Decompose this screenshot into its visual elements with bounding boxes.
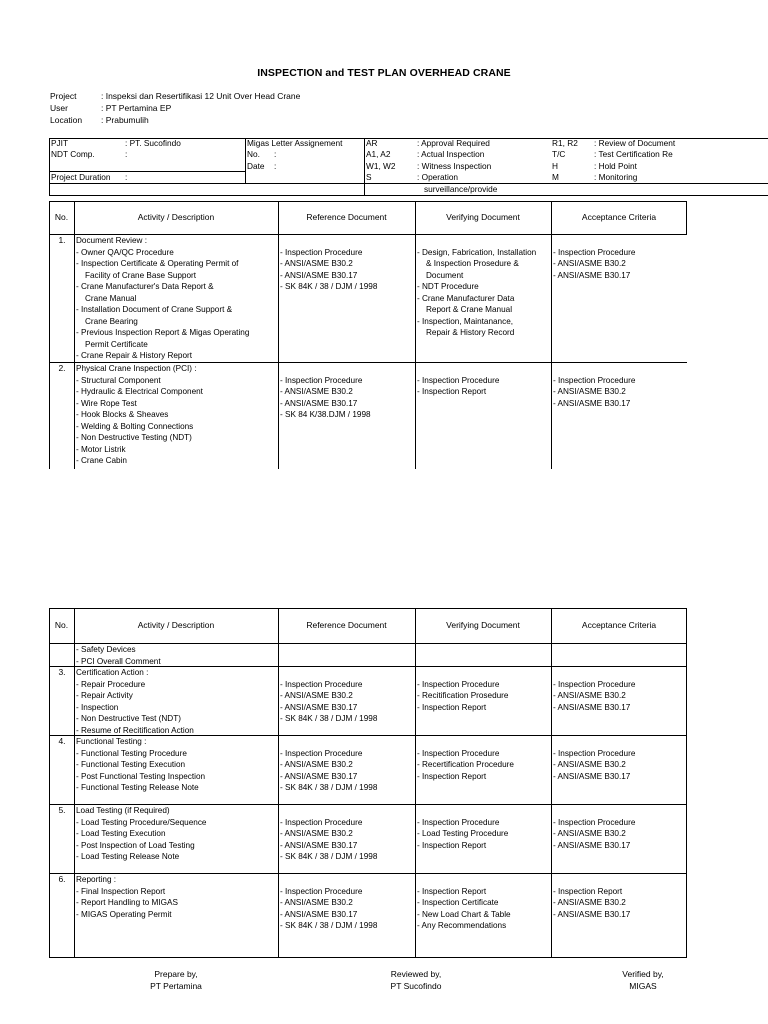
meta-value: : Prabumulih <box>101 115 149 125</box>
project-meta <box>50 91 450 127</box>
cell-line: - Crane Repair & History Report <box>76 351 193 360</box>
code-desc: : Actual Inspection <box>417 149 485 159</box>
cell-line: - ANSI/ASME B30.2 <box>280 829 353 838</box>
signature-org: PT Sucofindo <box>390 980 442 991</box>
no-value: : <box>274 149 277 159</box>
cell-line: - Load Testing Execution <box>76 829 166 838</box>
code-desc: : Operation <box>417 172 459 182</box>
header-acceptance: Acceptance Criteria <box>581 212 657 222</box>
meta-row-user <box>50 103 450 115</box>
header-verifying: Verifying Document <box>446 212 520 222</box>
meta-label: Location <box>50 115 83 125</box>
cell-line: - NDT Procedure <box>417 282 479 291</box>
cell-line: - Any Recommendations <box>417 921 507 930</box>
header-activity: Activity / Description <box>137 620 215 630</box>
cell-line: - Functional Testing Release Note <box>76 783 199 792</box>
signature-role: Prepare by, <box>154 969 198 979</box>
cell-line: Crane Manual <box>85 293 137 303</box>
no-label: No. <box>247 149 260 159</box>
code: R1, R2 <box>552 138 578 148</box>
cell-line: - ANSI/ASME B30.2 <box>280 691 353 700</box>
cell-line: - Functional Testing Procedure <box>76 748 187 758</box>
code: M <box>552 172 559 182</box>
cell-line: - Design, Fabrication, Installation <box>417 247 537 257</box>
cell-line: - SK 84K / 38 / DJM / 1998 <box>280 282 378 291</box>
cell-line: - Recertification Procedure <box>417 760 514 769</box>
meta-value: : Inspeksi dan Resertifikasi 12 Unit Over Head Crane <box>101 91 301 101</box>
cell-line: - Post Inspection of Load Testing <box>76 840 195 850</box>
cell-line: - ANSI/ASME B30.2 <box>280 760 353 769</box>
code: A1, A2 <box>366 149 391 159</box>
row-number: 1. <box>58 235 66 245</box>
cell-line: Crane Bearing <box>85 316 138 326</box>
cell-line: - ANSI/ASME B30.2 <box>553 259 626 268</box>
duration-label: Project Duration <box>51 172 111 182</box>
cell-line: - Inspection, Maintanance, <box>417 316 514 326</box>
cell-line: & Inspection Prosedure & <box>426 259 519 268</box>
cell-line: Report & Crane Manual <box>426 305 513 314</box>
cell-line: - Inspection Report <box>553 886 623 896</box>
cell-line: - ANSI/ASME B30.17 <box>280 771 358 781</box>
activity-title: Certification Action : <box>76 668 149 677</box>
cell-line: - SK 84K / 38 / DJM / 1998 <box>280 783 378 792</box>
cell-line: - Inspection Certificate <box>417 898 499 907</box>
activity-title: Physical Crane Inspection (PCI) : <box>76 364 197 373</box>
cell-line: - Inspection Procedure <box>553 748 636 758</box>
date-value: : <box>274 161 277 171</box>
cell-line: - Inspection Procedure <box>553 375 636 385</box>
meta-label: User <box>50 103 68 113</box>
cell-line: - Inspection Certificate & Operating Permit of <box>76 259 239 268</box>
meta-row-project <box>50 91 450 103</box>
code: T/C <box>552 149 566 159</box>
cell-line: - ANSI/ASME B30.2 <box>553 387 626 396</box>
pjit-label: PJIT <box>51 138 69 148</box>
date-label: Date <box>247 161 265 171</box>
cell-line: - ANSI/ASME B30.2 <box>280 259 353 268</box>
meta-row-location <box>50 115 450 127</box>
signature-role: Reviewed by, <box>390 969 442 979</box>
cell-line: - Inspection Report <box>417 771 487 781</box>
signature-reviewed <box>336 969 496 992</box>
table-row <box>49 667 687 735</box>
cell-line: - Motor Listrik <box>76 444 126 454</box>
code-desc: : Approval Required <box>417 138 490 148</box>
cell-line: - Structural Component <box>76 375 161 385</box>
cell-line: - ANSI/ASME B30.17 <box>553 702 631 712</box>
meta-label: Project <box>50 91 77 101</box>
code-desc: : Hold Point <box>594 161 637 171</box>
cell-line: Document <box>426 270 464 280</box>
cell-line: - Inspection Procedure <box>553 817 636 827</box>
cell-line: - SK 84K / 38 / DJM / 1998 <box>280 714 378 723</box>
code: AR <box>366 138 378 148</box>
cell-line: - ANSI/ASME B30.17 <box>280 702 358 712</box>
cell-line: - Owner QA/QC Procedure <box>76 247 174 257</box>
cell-line: - Welding & Bolting Connections <box>76 421 194 431</box>
code-desc: surveillance/provide <box>424 184 498 194</box>
cell-line: - Hydraulic & Electrical Component <box>76 387 203 396</box>
row-number: 3. <box>58 667 66 677</box>
header-no: No. <box>54 620 69 630</box>
cell-line: - ANSI/ASME B30.17 <box>553 771 631 781</box>
cell-line: - Inspection Procedure <box>553 247 636 257</box>
cell-line: - Final Inspection Report <box>76 886 166 896</box>
migas-label: Migas Letter Assignement <box>247 138 343 148</box>
table-row <box>49 805 687 873</box>
header-no: No. <box>54 212 69 222</box>
cell-line: - New Load Chart & Table <box>417 909 511 919</box>
cell-line: - Inspection Procedure <box>553 679 636 689</box>
signature-org: MIGAS <box>629 980 657 991</box>
cell-line: - Load Testing Procedure/Sequence <box>76 817 207 827</box>
cell-line: - Installation Document of Crane Support & <box>76 305 233 314</box>
cell-line: - Load Testing Procedure <box>417 829 509 838</box>
cell-line: - ANSI/ASME B30.17 <box>553 398 631 408</box>
table-row <box>49 874 687 957</box>
signature-role: Verified by, <box>622 969 664 979</box>
cell-line: - Inspection Report <box>417 387 487 396</box>
row-number: 4. <box>58 736 66 746</box>
cell-line: - SK 84K / 38 / DJM / 1998 <box>280 921 378 930</box>
signature-org: PT Pertamina <box>150 980 202 991</box>
cell-line: - Inspection Report <box>417 886 487 896</box>
cell-line: - Resume of Recitification Action <box>76 725 194 735</box>
code-desc: : Test Certification Re <box>594 149 673 159</box>
code-desc: : Monitoring <box>594 172 638 182</box>
cell-line: - ANSI/ASME B30.17 <box>553 909 631 919</box>
pjit-value: : PT. Sucofindo <box>125 138 181 148</box>
activity-title: Reporting : <box>76 875 117 884</box>
cell-line: - Crane Manufacturer's Data Report & <box>76 282 214 291</box>
row-number: 6. <box>58 874 66 884</box>
code-desc: : Witness Inspection <box>417 161 492 171</box>
code-desc: : Review of Document <box>594 138 676 148</box>
cell-line: - PCI Overall Comment <box>76 656 161 666</box>
duration-value: : <box>125 172 128 182</box>
cell-line: - Inspection <box>76 702 119 712</box>
row-number: 5. <box>58 805 66 815</box>
info-box <box>49 138 768 198</box>
cell-line: - Report Handling to MIGAS <box>76 898 178 907</box>
ndt-value: : <box>125 149 128 159</box>
cell-line: - ANSI/ASME B30.17 <box>553 840 631 850</box>
cell-line: - Repair Procedure <box>76 679 146 689</box>
signature-prepared <box>96 969 256 992</box>
header-reference: Reference Document <box>306 620 387 630</box>
ndt-label: NDT Comp. <box>51 149 95 159</box>
cell-line: - Inspection Procedure <box>280 748 363 758</box>
meta-value: : PT Pertamina EP <box>101 103 172 113</box>
cell-line: - MIGAS Operating Permit <box>76 909 172 919</box>
cell-line: - Inspection Procedure <box>417 748 500 758</box>
cell-line: - Wire Rope Test <box>76 398 137 408</box>
cell-line: - Inspection Report <box>417 840 487 850</box>
cell-line: - Inspection Procedure <box>280 886 363 896</box>
cell-line: - Inspection Report <box>417 702 487 712</box>
cell-line: - Non Destructive Testing (NDT) <box>76 433 192 442</box>
table-row <box>49 363 687 469</box>
cell-line: - ANSI/ASME B30.17 <box>280 909 358 919</box>
cell-line: - Hook Blocks & Sheaves <box>76 410 169 419</box>
header-activity: Activity / Description <box>137 212 215 222</box>
cell-line: - Load Testing Release Note <box>76 852 180 861</box>
activity-title: Document Review : <box>76 236 147 245</box>
cell-line: Repair & History Record <box>426 328 515 337</box>
cell-line: - Crane Manufacturer Data <box>417 293 515 303</box>
cell-line: - SK 84 K/38.DJM / 1998 <box>280 410 371 419</box>
cell-line: - ANSI/ASME B30.2 <box>280 898 353 907</box>
itp-table-1 <box>49 201 687 469</box>
cell-line: - Functional Testing Execution <box>76 760 186 769</box>
cell-line: - Inspection Procedure <box>417 375 500 385</box>
cell-line: Permit Certificate <box>85 339 148 349</box>
cell-line: - Inspection Procedure <box>280 679 363 689</box>
cell-line: - SK 84K / 38 / DJM / 1998 <box>280 852 378 861</box>
table-row <box>49 736 687 804</box>
cell-line: - ANSI/ASME B30.2 <box>553 829 626 838</box>
cell-line: - Inspection Procedure <box>417 679 500 689</box>
cell-line: - ANSI/ASME B30.17 <box>280 270 358 280</box>
cell-line: - Previous Inspection Report & Migas Operating <box>76 328 250 337</box>
cell-line: - Safety Devices <box>76 645 136 654</box>
cell-line: - Repair Activity <box>76 691 133 700</box>
cell-line: - Recitification Prosedure <box>417 691 509 700</box>
cell-line: - Inspection Procedure <box>280 375 363 385</box>
cell-line: - ANSI/ASME B30.17 <box>280 840 358 850</box>
code: H <box>552 161 558 171</box>
cell-line: Facility of Crane Base Support <box>85 270 197 280</box>
document-title: INSPECTION and TEST PLAN OVERHEAD CRANE <box>257 67 511 79</box>
cell-line: - ANSI/ASME B30.2 <box>280 387 353 396</box>
cell-line: - ANSI/ASME B30.17 <box>553 270 631 280</box>
cell-line: - ANSI/ASME B30.2 <box>553 898 626 907</box>
table-row <box>49 235 687 362</box>
table-row <box>49 644 687 666</box>
signature-verified <box>563 969 723 992</box>
cell-line: - ANSI/ASME B30.2 <box>553 691 626 700</box>
header-verifying: Verifying Document <box>446 620 520 630</box>
activity-title: Functional Testing : <box>76 737 147 746</box>
code: W1, W2 <box>366 161 396 171</box>
cell-line: - Non Destructive Test (NDT) <box>76 714 181 723</box>
activity-title: Load Testing (if Required) <box>76 806 170 815</box>
row-number: 2. <box>58 363 66 373</box>
cell-line: - ANSI/ASME B30.2 <box>553 760 626 769</box>
header-reference: Reference Document <box>306 212 387 222</box>
header-acceptance: Acceptance Criteria <box>581 620 657 630</box>
code: S <box>366 172 372 182</box>
cell-line: - Inspection Procedure <box>280 247 363 257</box>
itp-table-2 <box>49 608 687 958</box>
cell-line: - Post Functional Testing Inspection <box>76 771 206 781</box>
cell-line: - ANSI/ASME B30.17 <box>280 398 358 408</box>
cell-line: - Crane Cabin <box>76 456 127 465</box>
cell-line: - Inspection Procedure <box>417 817 500 827</box>
cell-line: - Inspection Procedure <box>280 817 363 827</box>
